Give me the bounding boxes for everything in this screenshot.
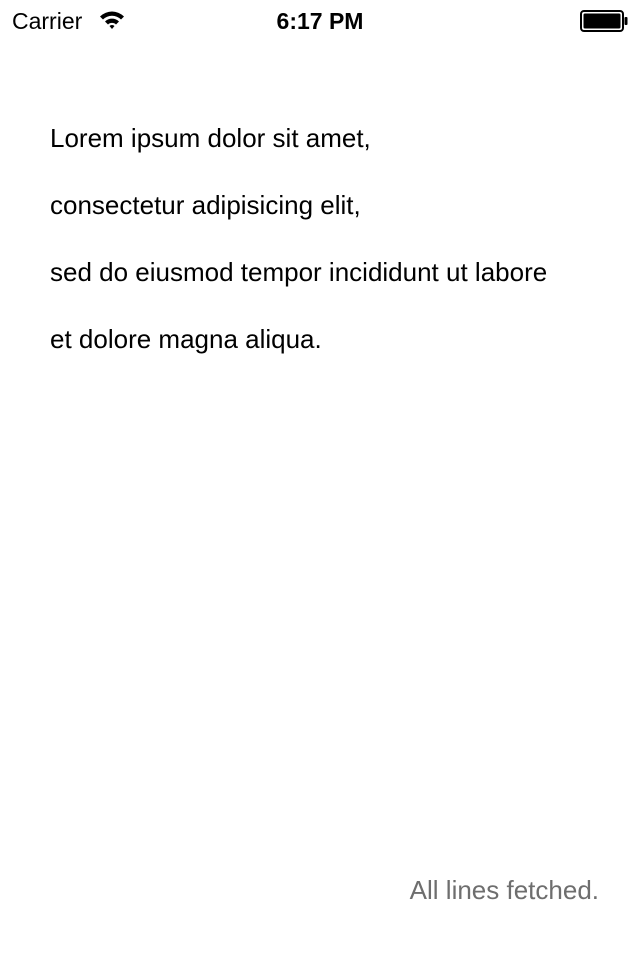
- text-line: Lorem ipsum dolor sit amet,: [50, 123, 371, 153]
- text-line: consectetur adipisicing elit,: [50, 190, 361, 220]
- text-line: sed do eiusmod tempor incididunt ut labore: [50, 257, 548, 287]
- clock: 6:17 PM: [276, 8, 364, 34]
- fetch-status-label: All lines fetched.: [409, 875, 599, 905]
- lines-list: [50, 122, 570, 390]
- battery-icon: [580, 10, 628, 32]
- status-bar: [0, 0, 640, 40]
- text-line: et dolore magna aliqua.: [50, 324, 322, 354]
- carrier-label: Carrier: [12, 8, 83, 34]
